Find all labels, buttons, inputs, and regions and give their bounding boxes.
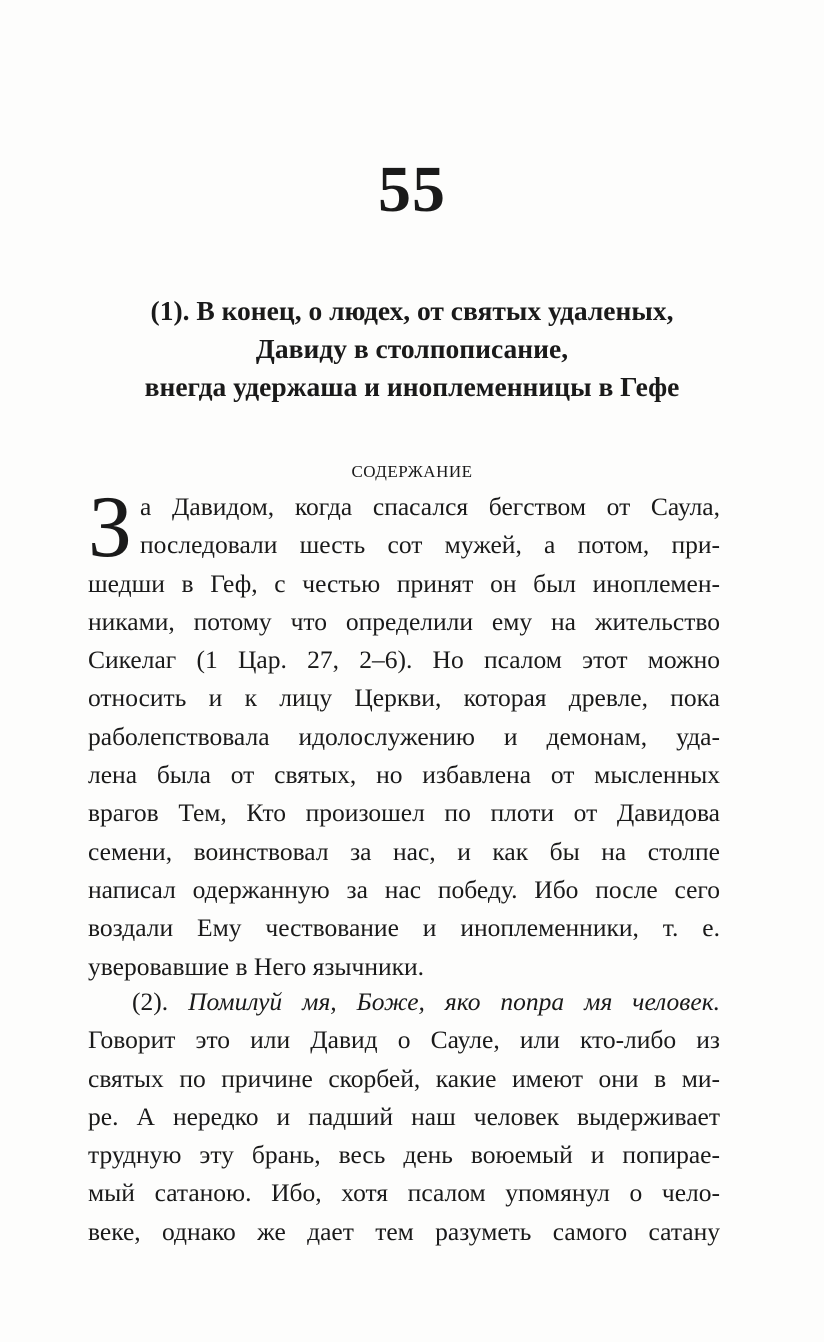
section-label: СОДЕРЖАНИЕ: [351, 462, 473, 481]
chapter-title: [60, 292, 764, 406]
text-line: ре. А нередко и падший наш человек выдерживает: [88, 1101, 720, 1131]
text-line: последовали шесть сот мужей, а потом, при-: [140, 530, 720, 560]
text-line: относить и к лицу Церкви, которая древле, пока: [88, 683, 720, 713]
verse-line: [88, 983, 720, 1021]
title-line: (1). В конец, о людех, от святых удаленых,: [150, 295, 674, 326]
summary-paragraph: [88, 488, 720, 986]
text-line: воздали Ему чествование и иноплеменники, т. е.: [88, 913, 720, 943]
text-line: семени, воинствовал за нас, и как бы на столпе: [88, 836, 720, 866]
drop-cap: З: [88, 479, 133, 576]
text-line: святых по причине скорбей, какие имеют они в ми-: [88, 1063, 720, 1093]
verse-reference: (2).: [132, 987, 169, 1016]
verse-text: Помилуй мя, Боже, яко попра мя человек.: [188, 987, 721, 1016]
text-line: шедши в Геф, с честью принят он был иноплемен-: [88, 568, 720, 598]
text-line: написал одержанную за нас победу. Ибо после сего: [88, 874, 720, 904]
chapter-number: 55: [378, 153, 446, 226]
title-line: внегда удержаша и иноплеменницы в Гефе: [144, 371, 680, 402]
text-line: мый сатаною. Ибо, хотя псалом упомянул о чело-: [88, 1178, 720, 1208]
text-line: веке, однако же дает тем разуметь самого сатану: [88, 1216, 720, 1246]
text-line: никами, потому что определили ему на жительство: [88, 606, 720, 636]
text-line: врагов Тем, Кто произошел по плоти от Давидова: [88, 798, 720, 828]
commentary-paragraph: [88, 983, 720, 1251]
text-line: а Давидом, когда спасался бегством от Саула,: [140, 492, 720, 521]
text-line: раболепствовала идолослужению и демонам, уда-: [88, 721, 720, 751]
title-line: Давиду в столпописание,: [255, 333, 569, 364]
text-line: Сикелаг (1 Цар. 27, 2–6). Но псалом этот можно: [88, 645, 720, 675]
text-line: лена была от святых, но избавлена от мысленных: [88, 760, 720, 790]
text-line: трудную эту брань, весь день воюемый и попирае-: [88, 1140, 720, 1170]
text-line: уверовавшие в Него язычники.: [88, 951, 425, 981]
text-line: Говорит это или Давид о Сауле, или кто-либо из: [88, 1025, 720, 1055]
